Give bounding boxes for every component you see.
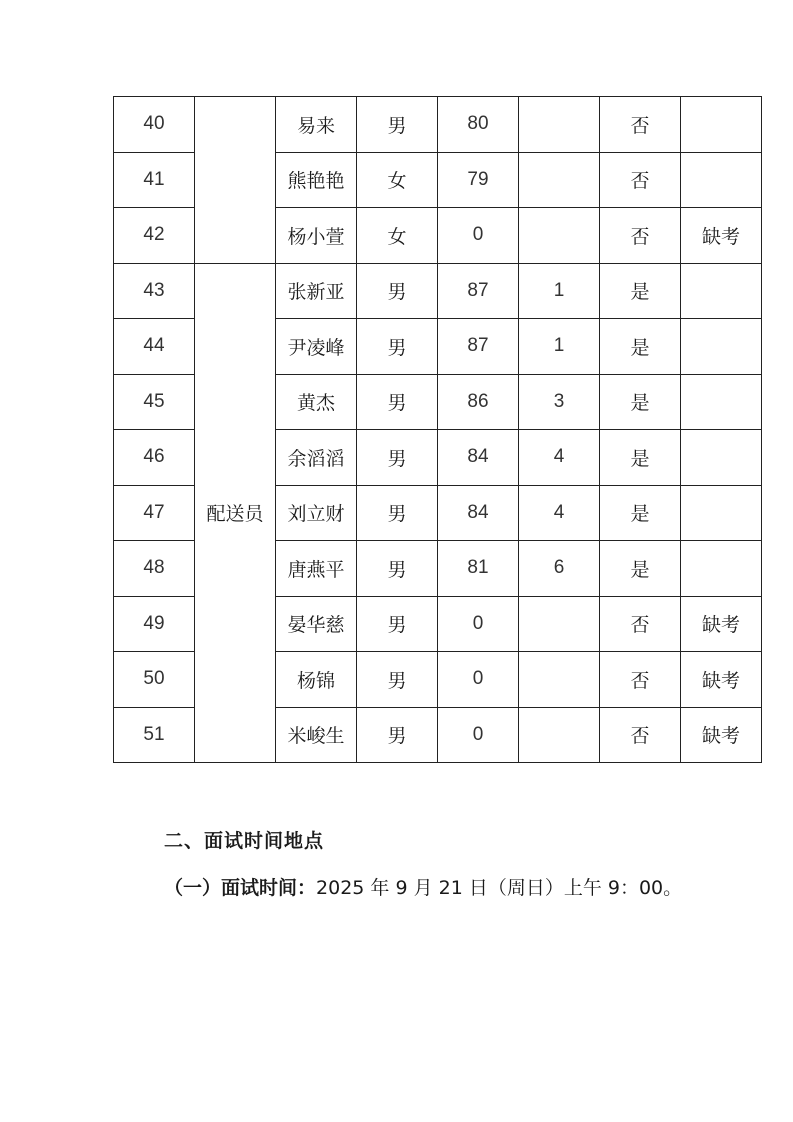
position-cell: 配送员 [195,263,276,763]
section-heading: 二、面试时间地点 [164,830,325,852]
row-number: 50 [114,652,195,708]
row-number: 51 [114,707,195,763]
remark-cell [681,430,762,486]
score-cell: 0 [438,707,519,763]
candidate-name: 晏华慈 [276,596,357,652]
score-cell: 84 [438,485,519,541]
rank-cell [519,97,600,153]
gender-cell: 女 [357,152,438,208]
row-number: 47 [114,485,195,541]
rank-cell [519,652,600,708]
gender-cell: 男 [357,485,438,541]
rank-cell: 1 [519,319,600,375]
remark-cell [681,97,762,153]
gender-cell: 男 [357,374,438,430]
score-cell: 81 [438,541,519,597]
roster-table [113,96,762,763]
score-cell: 0 [438,652,519,708]
candidate-name: 尹凌峰 [276,319,357,375]
candidate-name: 刘立财 [276,485,357,541]
remark-cell: 缺考 [681,208,762,264]
rank-cell: 3 [519,374,600,430]
gender-cell: 男 [357,319,438,375]
row-number: 49 [114,596,195,652]
gender-cell: 男 [357,652,438,708]
row-number: 46 [114,430,195,486]
remark-cell [681,152,762,208]
candidate-name: 唐燕平 [276,541,357,597]
rank-cell [519,707,600,763]
row-number: 42 [114,208,195,264]
position-cell [195,97,276,264]
candidate-name: 张新亚 [276,263,357,319]
candidate-name: 黄杰 [276,374,357,430]
interview-cell: 是 [600,374,681,430]
row-number: 48 [114,541,195,597]
score-cell: 86 [438,374,519,430]
rank-cell: 6 [519,541,600,597]
interview-time-label: （一）面试时间： [164,877,317,899]
interview-time-line [164,873,682,900]
table-row [114,97,762,153]
remark-cell [681,374,762,430]
gender-cell: 男 [357,596,438,652]
interview-cell: 是 [600,319,681,375]
remark-cell [681,263,762,319]
row-number: 44 [114,319,195,375]
rank-cell: 1 [519,263,600,319]
interview-cell: 否 [600,208,681,264]
score-cell: 0 [438,596,519,652]
interview-time-value: 2025 年 9 月 21 日（周日）上午 9：00。 [316,877,683,899]
table-row [114,263,762,319]
interview-cell: 是 [600,430,681,486]
row-number: 43 [114,263,195,319]
gender-cell: 男 [357,263,438,319]
interview-cell: 否 [600,97,681,153]
candidate-name: 杨小萱 [276,208,357,264]
interview-cell: 否 [600,707,681,763]
score-cell: 84 [438,430,519,486]
gender-cell: 女 [357,208,438,264]
interview-cell: 否 [600,152,681,208]
interview-cell: 否 [600,652,681,708]
candidate-name: 杨锦 [276,652,357,708]
rank-cell [519,152,600,208]
score-cell: 80 [438,97,519,153]
score-cell: 87 [438,319,519,375]
row-number: 41 [114,152,195,208]
gender-cell: 男 [357,707,438,763]
rank-cell: 4 [519,430,600,486]
interview-cell: 是 [600,485,681,541]
remark-cell [681,541,762,597]
candidate-name: 熊艳艳 [276,152,357,208]
rank-cell [519,208,600,264]
rank-cell: 4 [519,485,600,541]
remark-cell: 缺考 [681,652,762,708]
interview-cell: 是 [600,263,681,319]
score-cell: 79 [438,152,519,208]
score-cell: 0 [438,208,519,264]
gender-cell: 男 [357,430,438,486]
gender-cell: 男 [357,97,438,153]
interview-cell: 否 [600,596,681,652]
score-cell: 87 [438,263,519,319]
interview-cell: 是 [600,541,681,597]
remark-cell [681,485,762,541]
rank-cell [519,596,600,652]
remark-cell: 缺考 [681,596,762,652]
row-number: 40 [114,97,195,153]
gender-cell: 男 [357,541,438,597]
remark-cell: 缺考 [681,707,762,763]
row-number: 45 [114,374,195,430]
remark-cell [681,319,762,375]
candidate-name: 米峻生 [276,707,357,763]
candidate-name: 余滔滔 [276,430,357,486]
candidate-name: 易来 [276,97,357,153]
